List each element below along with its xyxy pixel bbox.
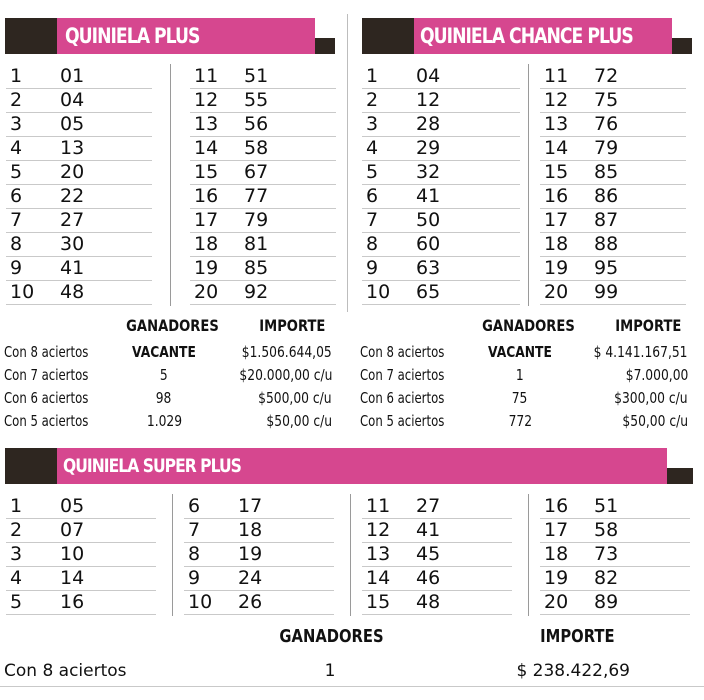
draw-position: 7 <box>10 209 23 231</box>
drawn-number: 92 <box>244 281 269 303</box>
number-row <box>190 88 336 113</box>
drawn-number: 86 <box>594 185 619 207</box>
drawn-number: 22 <box>60 185 85 207</box>
draw-position: 7 <box>188 519 201 541</box>
number-row <box>6 160 152 185</box>
drawn-number: 27 <box>416 495 441 517</box>
draw-position: 2 <box>366 89 379 111</box>
draw-position: 4 <box>10 567 23 589</box>
draw-position: 7 <box>366 209 379 231</box>
drawn-number: 50 <box>416 209 441 231</box>
number-row <box>540 590 690 615</box>
number-row <box>184 518 334 543</box>
number-row <box>362 208 520 233</box>
drawn-number: 10 <box>60 543 85 565</box>
prize-winners: 1.029 <box>146 412 182 430</box>
draw-position: 9 <box>10 257 23 279</box>
drawn-number: 14 <box>60 567 85 589</box>
number-row <box>190 184 336 209</box>
quiniela-super-plus-header <box>5 448 693 484</box>
number-row <box>190 112 336 137</box>
drawn-number: 48 <box>60 281 85 303</box>
number-row <box>540 566 690 591</box>
drawn-number: 46 <box>416 567 441 589</box>
draw-position: 10 <box>10 281 35 303</box>
quiniela-chance-plus-amount-header: IMPORTE <box>615 316 682 335</box>
draw-position: 10 <box>366 281 391 303</box>
quiniela-chance-plus-title: QUINIELA CHANCE PLUS <box>420 24 633 48</box>
number-row <box>362 136 520 161</box>
quiniela-chance-plus-winners-header: GANADORES <box>482 316 575 335</box>
draw-position: 10 <box>188 591 213 613</box>
drawn-number: 17 <box>238 495 263 517</box>
draw-position: 14 <box>366 567 391 589</box>
drawn-number: 51 <box>244 65 269 87</box>
draw-position: 8 <box>366 233 379 255</box>
drawn-number: 32 <box>416 161 441 183</box>
drawn-number: 20 <box>60 161 85 183</box>
prize-winners: VACANTE <box>132 343 196 361</box>
prize-label: Con 8 aciertos <box>360 343 445 361</box>
quiniela-plus-winners-header: GANADORES <box>126 316 219 335</box>
drawn-number: 29 <box>416 137 441 159</box>
draw-position: 13 <box>366 543 391 565</box>
draw-position: 16 <box>544 495 569 517</box>
drawn-number: 56 <box>244 113 269 135</box>
number-row <box>190 256 336 281</box>
number-row <box>6 88 152 113</box>
number-row <box>184 494 334 519</box>
quiniela-super-plus-amount-header: IMPORTE <box>540 626 615 647</box>
prize-winners: 98 <box>156 389 172 407</box>
drawn-number: 58 <box>594 519 619 541</box>
quiniela-super-plus-prize-row <box>0 656 704 687</box>
draw-position: 12 <box>194 89 219 111</box>
prize-label: Con 7 aciertos <box>4 366 89 384</box>
quiniela-plus-title: QUINIELA PLUS <box>65 24 200 48</box>
prize-label: Con 7 aciertos <box>360 366 445 384</box>
drawn-number: 05 <box>60 113 85 135</box>
number-row <box>362 590 512 615</box>
draw-position: 14 <box>544 137 569 159</box>
drawn-number: 04 <box>60 89 85 111</box>
prize-label: Con 8 aciertos <box>4 343 89 361</box>
drawn-number: 13 <box>60 137 85 159</box>
draw-position: 18 <box>544 543 569 565</box>
drawn-number: 58 <box>244 137 269 159</box>
drawn-number: 01 <box>60 65 85 87</box>
prize-label: Con 5 aciertos <box>4 412 89 430</box>
number-row <box>190 232 336 257</box>
draw-position: 4 <box>10 137 23 159</box>
drawn-number: 07 <box>60 519 85 541</box>
draw-position: 19 <box>544 567 569 589</box>
draw-position: 5 <box>10 591 23 613</box>
prize-label: Con 6 aciertos <box>4 389 89 407</box>
draw-position: 3 <box>366 113 379 135</box>
prize-label: Con 8 aciertos <box>4 661 127 681</box>
number-row <box>362 88 520 113</box>
number-row <box>6 542 156 567</box>
drawn-number: 73 <box>594 543 619 565</box>
number-row <box>540 280 686 305</box>
drawn-number: 67 <box>244 161 269 183</box>
number-row <box>540 136 686 161</box>
prize-label: Con 5 aciertos <box>360 412 445 430</box>
drawn-number: 41 <box>416 185 441 207</box>
draw-position: 13 <box>194 113 219 135</box>
drawn-number: 79 <box>244 209 269 231</box>
number-row <box>362 184 520 209</box>
draw-position: 20 <box>544 591 569 613</box>
number-row <box>190 136 336 161</box>
draw-position: 1 <box>366 65 379 87</box>
prize-winners: 772 <box>508 412 532 430</box>
number-row <box>540 494 690 519</box>
prize-winners: 1 <box>516 366 524 384</box>
draw-position: 6 <box>188 495 201 517</box>
number-row <box>6 112 152 137</box>
number-row <box>190 64 336 89</box>
draw-position: 6 <box>10 185 23 207</box>
drawn-number: 88 <box>594 233 619 255</box>
quiniela-plus-amount-header: IMPORTE <box>259 316 326 335</box>
drawn-number: 51 <box>594 495 619 517</box>
draw-position: 8 <box>10 233 23 255</box>
number-row <box>184 566 334 591</box>
number-row <box>540 232 686 257</box>
drawn-number: 05 <box>60 495 85 517</box>
number-row <box>6 518 156 543</box>
draw-position: 15 <box>194 161 219 183</box>
number-row <box>6 136 152 161</box>
number-row <box>6 566 156 591</box>
drawn-number: 87 <box>594 209 619 231</box>
prize-winners: 5 <box>160 366 168 384</box>
drawn-number: 72 <box>594 65 619 87</box>
draw-position: 12 <box>366 519 391 541</box>
number-row <box>6 184 152 209</box>
number-row <box>540 64 686 89</box>
number-row <box>540 542 690 567</box>
super-plus-divider-2 <box>350 494 351 616</box>
number-row <box>540 112 686 137</box>
number-row <box>6 280 152 305</box>
drawn-number: 41 <box>416 519 441 541</box>
number-row <box>6 494 156 519</box>
drawn-number: 55 <box>244 89 269 111</box>
draw-position: 1 <box>10 495 23 517</box>
number-row <box>362 518 512 543</box>
number-row <box>6 590 156 615</box>
draw-position: 8 <box>188 543 201 565</box>
prize-amount: $ 4.141.167,51 <box>594 343 688 361</box>
drawn-number: 30 <box>60 233 85 255</box>
drawn-number: 81 <box>244 233 269 255</box>
prize-amount: $300,00 c/u <box>614 389 688 407</box>
drawn-number: 24 <box>238 567 263 589</box>
number-row <box>190 160 336 185</box>
number-row <box>362 232 520 257</box>
draw-position: 2 <box>10 89 23 111</box>
drawn-number: 75 <box>594 89 619 111</box>
number-row <box>362 112 520 137</box>
drawn-number: 41 <box>60 257 85 279</box>
prize-amount: $ 238.422,69 <box>516 661 630 681</box>
number-row <box>540 184 686 209</box>
draw-position: 18 <box>544 233 569 255</box>
draw-position: 5 <box>366 161 379 183</box>
draw-position: 17 <box>544 519 569 541</box>
draw-position: 5 <box>10 161 23 183</box>
prize-amount: $7.000,00 <box>625 366 688 384</box>
drawn-number: 28 <box>416 113 441 135</box>
number-row <box>184 590 334 615</box>
drawn-number: 63 <box>416 257 441 279</box>
drawn-number: 85 <box>244 257 269 279</box>
drawn-number: 12 <box>416 89 441 111</box>
draw-position: 11 <box>194 65 219 87</box>
quiniela-super-plus-winners-header: GANADORES <box>279 626 384 647</box>
prize-amount: $50,00 c/u <box>266 412 332 430</box>
super-plus-divider-3 <box>528 494 529 616</box>
number-row <box>362 160 520 185</box>
number-row <box>362 542 512 567</box>
number-row <box>362 280 520 305</box>
draw-position: 20 <box>194 281 219 303</box>
drawn-number: 79 <box>594 137 619 159</box>
draw-position: 20 <box>544 281 569 303</box>
draw-position: 18 <box>194 233 219 255</box>
drawn-number: 99 <box>594 281 619 303</box>
number-row <box>540 88 686 113</box>
drawn-number: 76 <box>594 113 619 135</box>
draw-position: 11 <box>366 495 391 517</box>
drawn-number: 27 <box>60 209 85 231</box>
drawn-number: 77 <box>244 185 269 207</box>
prize-winners: 1 <box>324 661 336 681</box>
drawn-number: 85 <box>594 161 619 183</box>
number-row <box>6 208 152 233</box>
drawn-number: 60 <box>416 233 441 255</box>
number-row <box>190 280 336 305</box>
number-row <box>6 64 152 89</box>
prize-amount: $50,00 c/u <box>622 412 688 430</box>
number-row <box>184 542 334 567</box>
prize-amount: $20.000,00 c/u <box>238 366 332 384</box>
draw-position: 19 <box>194 257 219 279</box>
draw-position: 19 <box>544 257 569 279</box>
quiniela-chance-plus-header <box>362 18 692 54</box>
drawn-number: 18 <box>238 519 263 541</box>
draw-position: 1 <box>10 65 23 87</box>
drawn-number: 65 <box>416 281 441 303</box>
number-row <box>540 256 686 281</box>
quiniela-chance-plus-col-divider <box>528 64 529 306</box>
number-row <box>362 566 512 591</box>
drawn-number: 89 <box>594 591 619 613</box>
draw-position: 4 <box>366 137 379 159</box>
number-row <box>362 494 512 519</box>
draw-position: 12 <box>544 89 569 111</box>
super-plus-divider-1 <box>172 494 173 616</box>
prize-label: Con 6 aciertos <box>360 389 445 407</box>
draw-position: 17 <box>194 209 219 231</box>
quiniela-plus-col-divider <box>170 64 171 306</box>
draw-position: 3 <box>10 543 23 565</box>
draw-position: 15 <box>544 161 569 183</box>
draw-position: 3 <box>10 113 23 135</box>
number-row <box>540 160 686 185</box>
draw-position: 11 <box>544 65 569 87</box>
drawn-number: 16 <box>60 591 85 613</box>
number-row <box>6 256 152 281</box>
quiniela-super-plus-title: QUINIELA SUPER PLUS <box>63 455 241 477</box>
number-row <box>362 256 520 281</box>
number-row <box>190 208 336 233</box>
number-row <box>540 518 690 543</box>
drawn-number: 48 <box>416 591 441 613</box>
drawn-number: 82 <box>594 567 619 589</box>
prize-amount: $500,00 c/u <box>258 389 332 407</box>
draw-position: 6 <box>366 185 379 207</box>
draw-position: 14 <box>194 137 219 159</box>
draw-position: 16 <box>544 185 569 207</box>
prize-amount: $1.506.644,05 <box>242 343 332 361</box>
drawn-number: 04 <box>416 65 441 87</box>
draw-position: 2 <box>10 519 23 541</box>
draw-position: 16 <box>194 185 219 207</box>
draw-position: 17 <box>544 209 569 231</box>
draw-position: 13 <box>544 113 569 135</box>
draw-position: 15 <box>366 591 391 613</box>
number-row <box>540 208 686 233</box>
quiniela-plus-header <box>5 18 335 54</box>
number-row <box>362 64 520 89</box>
drawn-number: 95 <box>594 257 619 279</box>
drawn-number: 19 <box>238 543 263 565</box>
drawn-number: 45 <box>416 543 441 565</box>
section-divider <box>347 14 348 312</box>
draw-position: 9 <box>366 257 379 279</box>
prize-winners: VACANTE <box>488 343 552 361</box>
drawn-number: 26 <box>238 591 263 613</box>
number-row <box>6 232 152 257</box>
prize-winners: 75 <box>512 389 528 407</box>
draw-position: 9 <box>188 567 201 589</box>
